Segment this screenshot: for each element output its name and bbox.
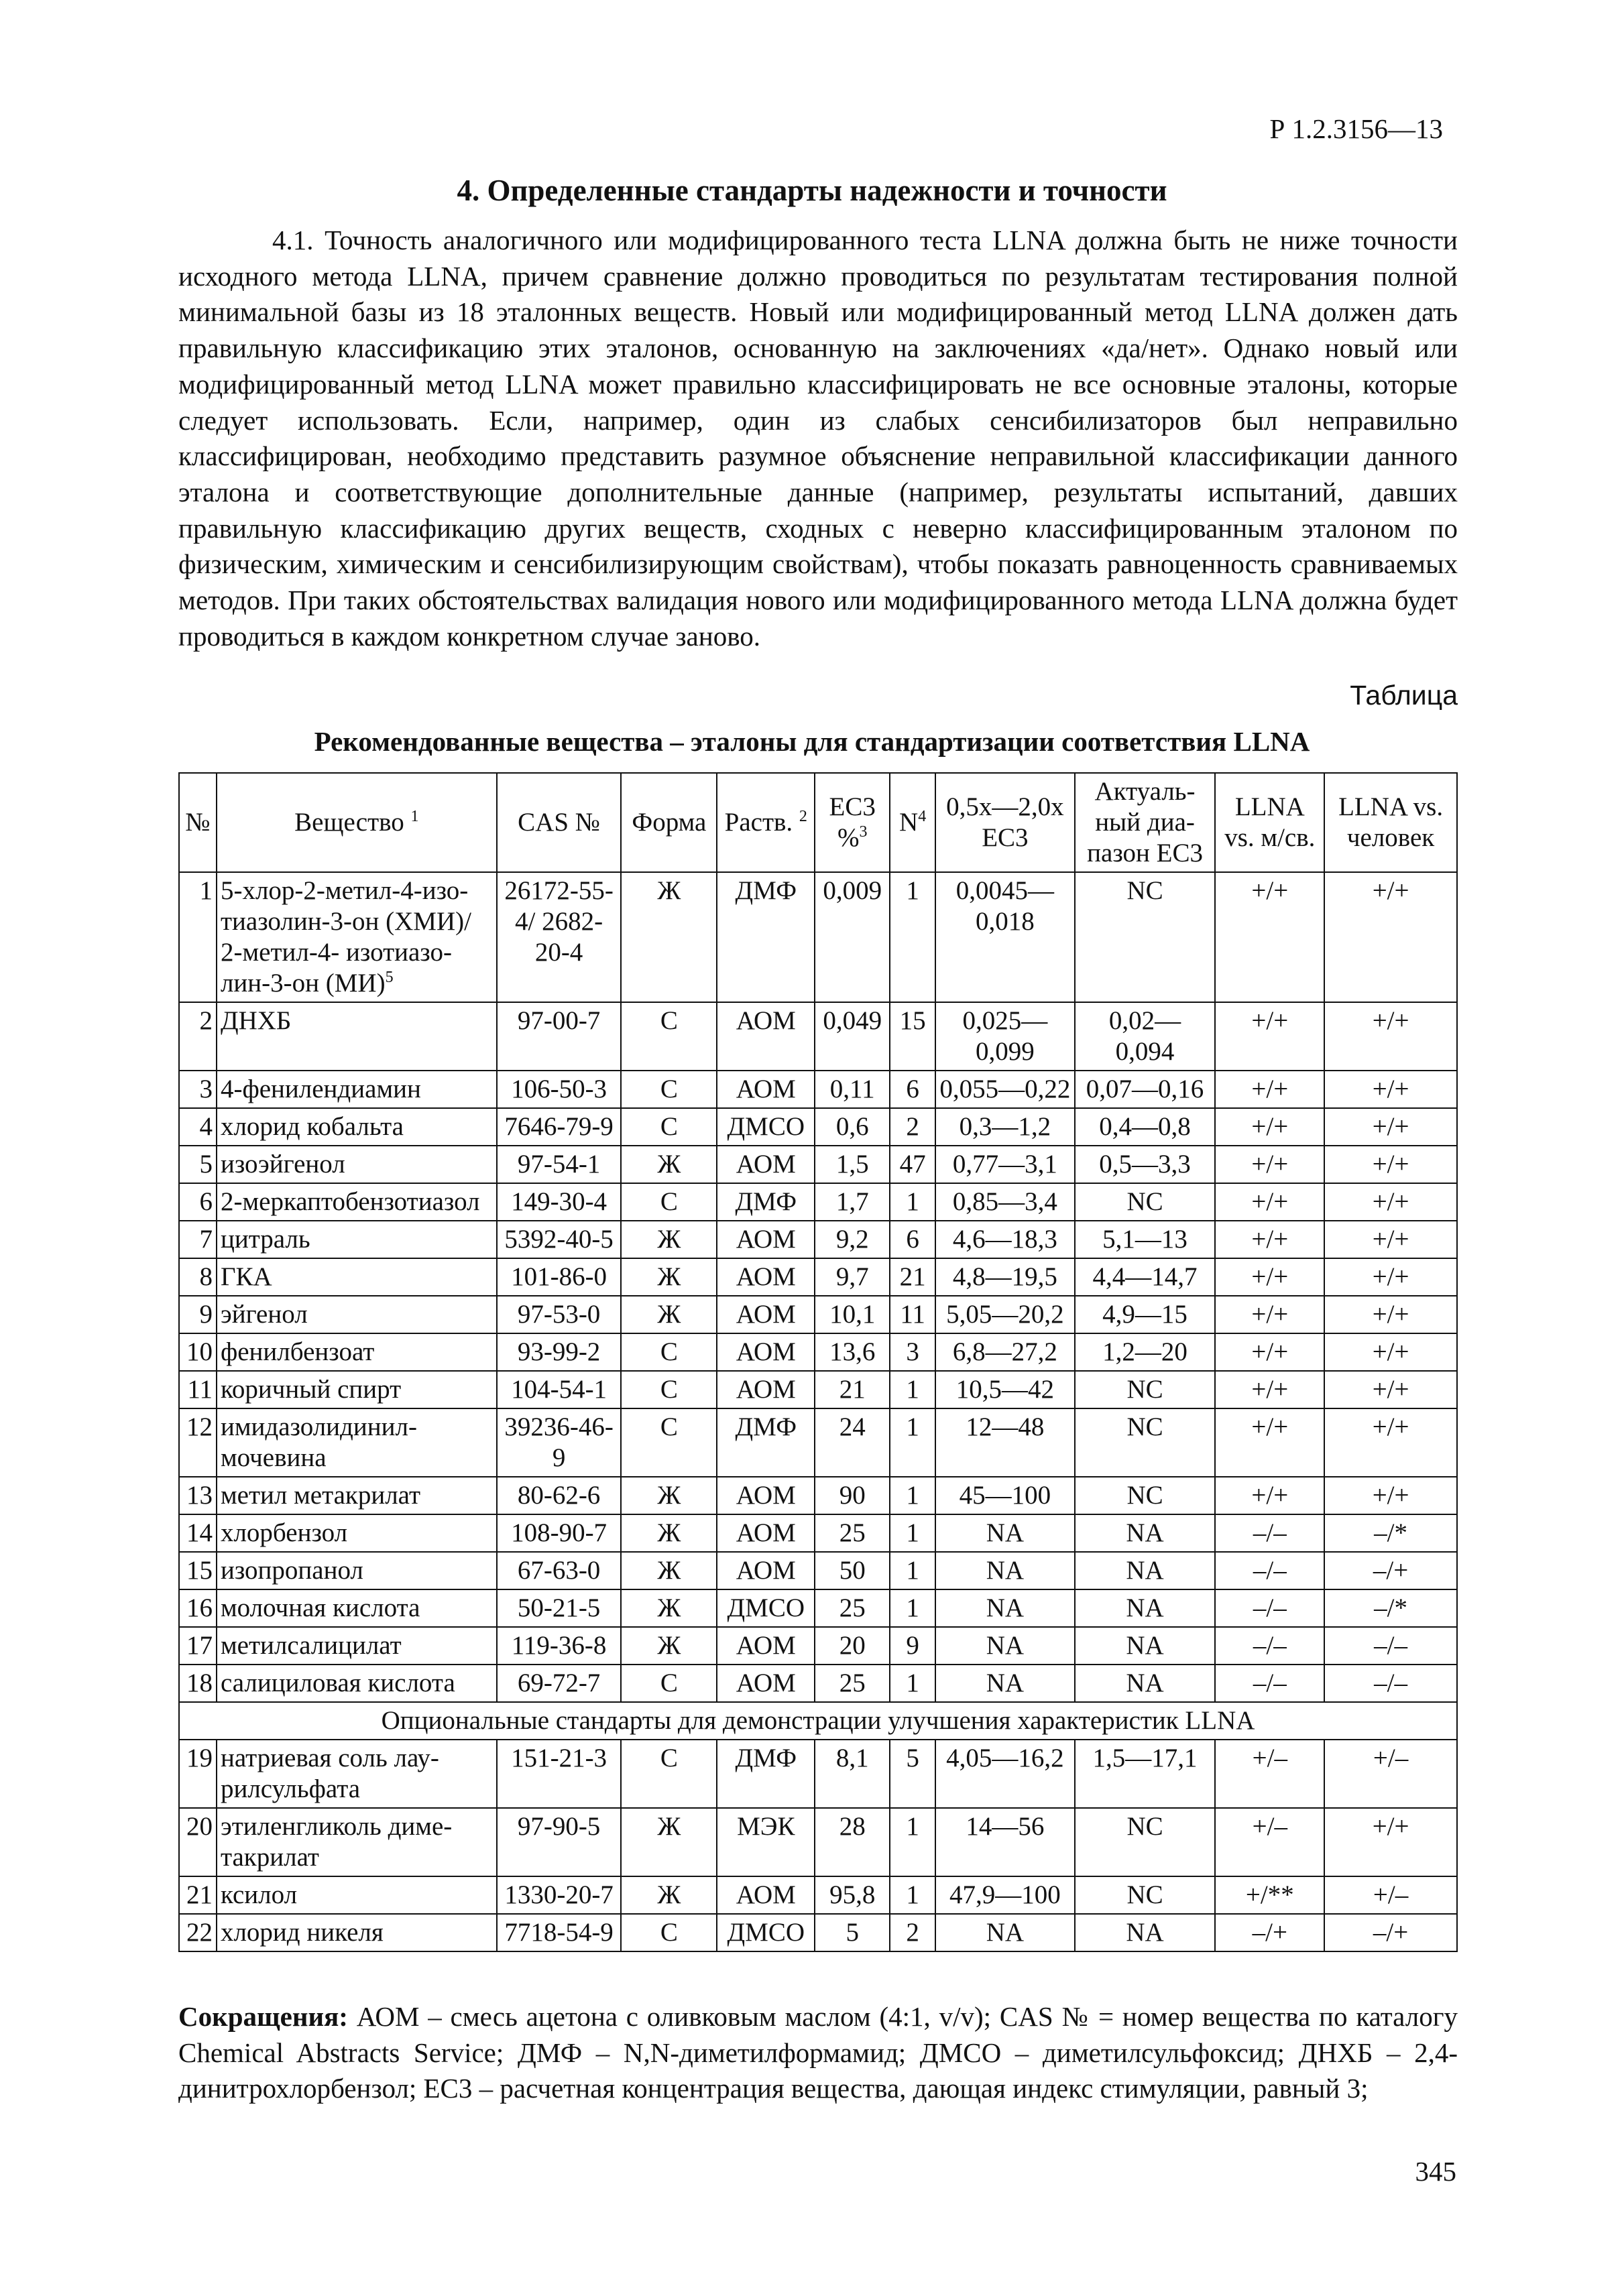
cell-human: +/+ [1324, 1002, 1457, 1071]
table-row [179, 1740, 1457, 1808]
cell-name: этиленгликоль диме-такрилат [217, 1808, 497, 1876]
cell-human: +/+ [1324, 1071, 1457, 1108]
table-row [179, 1371, 1457, 1408]
cell-human: –/* [1324, 1514, 1457, 1552]
cell-human: +/+ [1324, 1183, 1457, 1221]
cell-count: 1 [890, 1514, 935, 1552]
cell-actual: NA [1075, 1665, 1216, 1702]
cell-form: С [621, 1914, 717, 1951]
cell-range: 6,8—27,2 [935, 1333, 1075, 1371]
cell-range: 45—100 [935, 1477, 1075, 1514]
cell-solv: АОМ [717, 1477, 815, 1514]
cell-range: 0,85—3,4 [935, 1183, 1075, 1221]
cell-actual: NC [1075, 1477, 1216, 1514]
cell-ec3: 0,11 [815, 1071, 890, 1108]
cell-solv: АОМ [717, 1296, 815, 1333]
cell-count: 1 [890, 1371, 935, 1408]
cell-form: С [621, 1002, 717, 1071]
table-row [179, 1002, 1457, 1071]
cell-ec3: 90 [815, 1477, 890, 1514]
col-solvent: Раств. $^2$ [717, 773, 815, 872]
cell-cas: 93-99-2 [497, 1333, 622, 1371]
cell-ec3: 5 [815, 1914, 890, 1951]
cell-actual: 4,9—15 [1075, 1296, 1216, 1333]
page-number: 345 [1415, 2156, 1456, 2187]
cell-mouse: +/+ [1215, 1477, 1324, 1514]
cell-name: ДНХБ [217, 1002, 497, 1071]
cell-n: 12 [179, 1408, 217, 1477]
cell-solv: ДМФ [717, 1183, 815, 1221]
cell-n: 10 [179, 1333, 217, 1371]
cell-human: –/+ [1324, 1914, 1457, 1951]
cell-name: молочная кислота [217, 1589, 497, 1627]
optional-section-row [179, 1702, 1457, 1740]
cell-mouse: +/+ [1215, 1071, 1324, 1108]
col-substance: Вещество $^1$ [217, 773, 497, 872]
cell-actual: 0,4—0,8 [1075, 1108, 1216, 1146]
cell-cas: 149-30-4 [497, 1183, 622, 1221]
cell-human: –/– [1324, 1627, 1457, 1665]
table-row [179, 1589, 1457, 1627]
cell-human: +/+ [1324, 1477, 1457, 1514]
cell-range: 4,05—16,2 [935, 1740, 1075, 1808]
cell-ec3: 13,6 [815, 1333, 890, 1371]
table-label: Таблица [1350, 680, 1458, 711]
cell-mouse: +/+ [1215, 1408, 1324, 1477]
cell-mouse: +/+ [1215, 1002, 1324, 1071]
cell-range: 14—56 [935, 1808, 1075, 1876]
cell-solv: АОМ [717, 1371, 815, 1408]
cell-count: 1 [890, 1808, 935, 1876]
cell-solv: ДМСО [717, 1589, 815, 1627]
cell-cas: 80-62-6 [497, 1477, 622, 1514]
cell-solv: АОМ [717, 1258, 815, 1296]
cell-actual: NA [1075, 1589, 1216, 1627]
col-llna-mouse: LLNA vs. м/св. [1215, 773, 1324, 872]
cell-ec3: 28 [815, 1808, 890, 1876]
cell-human: +/+ [1324, 1296, 1457, 1333]
cell-range: NA [935, 1552, 1075, 1589]
cell-mouse: +/+ [1215, 1371, 1324, 1408]
cell-range: 0,0045— 0,018 [935, 872, 1075, 1002]
cell-range: NA [935, 1914, 1075, 1951]
cell-mouse: +/+ [1215, 872, 1324, 1002]
cell-form: Ж [621, 1221, 717, 1258]
cell-n: 7 [179, 1221, 217, 1258]
cell-actual: NC [1075, 1876, 1216, 1914]
cell-cas: 5392-40-5 [497, 1221, 622, 1258]
cell-form: С [621, 1183, 717, 1221]
cell-mouse: +/+ [1215, 1183, 1324, 1221]
cell-cas: 67-63-0 [497, 1552, 622, 1589]
cell-human: +/+ [1324, 1108, 1457, 1146]
table-row [179, 1514, 1457, 1552]
cell-mouse: +/+ [1215, 1221, 1324, 1258]
cell-form: Ж [621, 1477, 717, 1514]
cell-name: натриевая соль лау-рилсульфата [217, 1740, 497, 1808]
cell-mouse: +/+ [1215, 1146, 1324, 1183]
cell-mouse: +/– [1215, 1808, 1324, 1876]
cell-cas: 97-53-0 [497, 1296, 622, 1333]
cell-form: С [621, 1371, 717, 1408]
cell-mouse: +/+ [1215, 1258, 1324, 1296]
cell-range: 10,5—42 [935, 1371, 1075, 1408]
col-range: 0,5x—2,0x EC3 [935, 773, 1075, 872]
cell-n: 13 [179, 1477, 217, 1514]
cell-actual: NC [1075, 1408, 1216, 1477]
cell-mouse: –/+ [1215, 1914, 1324, 1951]
cell-human: +/– [1324, 1876, 1457, 1914]
cell-name: хлорид кобальта [217, 1108, 497, 1146]
cell-ec3: 10,1 [815, 1296, 890, 1333]
cell-cas: 97-90-5 [497, 1808, 622, 1876]
cell-name: метилсалицилат [217, 1627, 497, 1665]
cell-actual: NA [1075, 1914, 1216, 1951]
cell-actual: NC [1075, 1371, 1216, 1408]
cell-ec3: 50 [815, 1552, 890, 1589]
cell-form: Ж [621, 1808, 717, 1876]
cell-human: –/+ [1324, 1552, 1457, 1589]
col-llna-human: LLNA vs. человек [1324, 773, 1457, 872]
cell-actual: 1,5—17,1 [1075, 1740, 1216, 1808]
cell-range: 0,055—0,22 [935, 1071, 1075, 1108]
cell-n: 8 [179, 1258, 217, 1296]
cell-mouse: –/– [1215, 1665, 1324, 1702]
cell-form: С [621, 1108, 717, 1146]
cell-mouse: +/** [1215, 1876, 1324, 1914]
cell-actual: NC [1075, 1808, 1216, 1876]
cell-solv: АОМ [717, 1002, 815, 1071]
cell-n: 18 [179, 1665, 217, 1702]
table-row [179, 1627, 1457, 1665]
cell-range: 12—48 [935, 1408, 1075, 1477]
cell-cas: 104-54-1 [497, 1371, 622, 1408]
cell-mouse: –/– [1215, 1514, 1324, 1552]
cell-count: 2 [890, 1108, 935, 1146]
cell-human: +/+ [1324, 1371, 1457, 1408]
cell-n: 11 [179, 1371, 217, 1408]
cell-solv: ДМСО [717, 1914, 815, 1951]
cell-actual: 0,02— 0,094 [1075, 1002, 1216, 1071]
cell-mouse: +/+ [1215, 1333, 1324, 1371]
cell-n: 5 [179, 1146, 217, 1183]
table-row [179, 1876, 1457, 1914]
cell-cas: 26172-55-4/ 2682-20-4 [497, 872, 622, 1002]
cell-n: 20 [179, 1808, 217, 1876]
cell-actual: 0,5—3,3 [1075, 1146, 1216, 1183]
cell-solv: МЭК [717, 1808, 815, 1876]
cell-human: +/+ [1324, 1333, 1457, 1371]
cell-cas: 69-72-7 [497, 1665, 622, 1702]
cell-range: 0,3—1,2 [935, 1108, 1075, 1146]
reference-substances-table [178, 772, 1458, 1952]
cell-n: 14 [179, 1514, 217, 1552]
cell-name: 2-меркаптобензотиазол [217, 1183, 497, 1221]
cell-solv: АОМ [717, 1514, 815, 1552]
cell-cas: 50-21-5 [497, 1589, 622, 1627]
col-form: Форма [621, 773, 717, 872]
cell-name: хлорбензол [217, 1514, 497, 1552]
cell-solv: ДМФ [717, 872, 815, 1002]
cell-count: 1 [890, 1408, 935, 1477]
cell-ec3: 20 [815, 1627, 890, 1665]
cell-mouse: +/– [1215, 1740, 1324, 1808]
cell-count: 9 [890, 1627, 935, 1665]
cell-human: –/– [1324, 1665, 1457, 1702]
cell-cas: 97-54-1 [497, 1146, 622, 1183]
cell-n: 15 [179, 1552, 217, 1589]
abbreviations-label: Сокращения: [178, 2001, 348, 2032]
cell-form: С [621, 1408, 717, 1477]
cell-n: 2 [179, 1002, 217, 1071]
cell-human: +/– [1324, 1740, 1457, 1808]
cell-mouse: –/– [1215, 1552, 1324, 1589]
cell-actual: NC [1075, 872, 1216, 1002]
cell-n: 22 [179, 1914, 217, 1951]
cell-n: 9 [179, 1296, 217, 1333]
cell-count: 2 [890, 1914, 935, 1951]
cell-cas: 1330-20-7 [497, 1876, 622, 1914]
cell-ec3: 95,8 [815, 1876, 890, 1914]
cell-cas: 39236-46-9 [497, 1408, 622, 1477]
cell-name: коричный спирт [217, 1371, 497, 1408]
cell-n: 19 [179, 1740, 217, 1808]
cell-ec3: 8,1 [815, 1740, 890, 1808]
cell-cas: 101-86-0 [497, 1258, 622, 1296]
cell-name: фенилбензоат [217, 1333, 497, 1371]
cell-solv: ДМФ [717, 1740, 815, 1808]
cell-actual: NA [1075, 1627, 1216, 1665]
cell-n: 21 [179, 1876, 217, 1914]
cell-actual: 4,4—14,7 [1075, 1258, 1216, 1296]
col-n: $N^4$ [890, 773, 935, 872]
cell-name: ксилол [217, 1876, 497, 1914]
table-row [179, 1477, 1457, 1514]
cell-cas: 108-90-7 [497, 1514, 622, 1552]
cell-actual: 5,1—13 [1075, 1221, 1216, 1258]
cell-n: 17 [179, 1627, 217, 1665]
cell-count: 11 [890, 1296, 935, 1333]
cell-ec3: 25 [815, 1665, 890, 1702]
table-row [179, 1552, 1457, 1589]
cell-count: 1 [890, 1183, 935, 1221]
table-row [179, 1914, 1457, 1951]
cell-solv: АОМ [717, 1333, 815, 1371]
cell-ec3: 24 [815, 1408, 890, 1477]
cell-form: С [621, 1071, 717, 1108]
col-cas: CAS № [497, 773, 622, 872]
cell-solv: АОМ [717, 1627, 815, 1665]
cell-count: 5 [890, 1740, 935, 1808]
cell-form: С [621, 1740, 717, 1808]
cell-ec3: 21 [815, 1371, 890, 1408]
cell-form: Ж [621, 1589, 717, 1627]
cell-solv: АОМ [717, 1221, 815, 1258]
cell-ec3: 9,7 [815, 1258, 890, 1296]
cell-range: NA [935, 1589, 1075, 1627]
cell-human: +/+ [1324, 1408, 1457, 1477]
cell-n: 16 [179, 1589, 217, 1627]
cell-cas: 7646-79-9 [497, 1108, 622, 1146]
cell-solv: АОМ [717, 1665, 815, 1702]
cell-name: 4-фенилендиамин [217, 1071, 497, 1108]
cell-count: 21 [890, 1258, 935, 1296]
cell-range: 0,025— 0,099 [935, 1002, 1075, 1071]
doc-code: Р 1.2.3156—13 [1269, 113, 1443, 144]
cell-mouse: +/+ [1215, 1108, 1324, 1146]
cell-solv: АОМ [717, 1552, 815, 1589]
table-row [179, 1408, 1457, 1477]
cell-human: +/+ [1324, 1146, 1457, 1183]
cell-ec3: 9,2 [815, 1221, 890, 1258]
cell-range: 4,8—19,5 [935, 1258, 1075, 1296]
cell-range: 47,9—100 [935, 1876, 1075, 1914]
cell-actual: NA [1075, 1552, 1216, 1589]
table-row [179, 1146, 1457, 1183]
cell-form: Ж [621, 1296, 717, 1333]
table-row [179, 1071, 1457, 1108]
cell-ec3: 25 [815, 1514, 890, 1552]
table-title: Рекомендованные вещества – эталоны для стандартизации соответствия LLNA [314, 726, 1310, 757]
cell-name: эйгенол [217, 1296, 497, 1333]
cell-solv: АОМ [717, 1876, 815, 1914]
section-title: 4. Определенные стандарты надежности и точности [457, 174, 1167, 207]
table-row [179, 1296, 1457, 1333]
cell-form: Ж [621, 1514, 717, 1552]
cell-mouse: –/– [1215, 1589, 1324, 1627]
cell-human: –/* [1324, 1589, 1457, 1627]
cell-mouse: +/+ [1215, 1296, 1324, 1333]
cell-count: 1 [890, 1665, 935, 1702]
cell-mouse: –/– [1215, 1627, 1324, 1665]
cell-name: салициловая кислота [217, 1665, 497, 1702]
col-ec3: EC3 %$^3$ [815, 773, 890, 872]
col-actual-range: Актуаль-ный диа-пазон EC3 [1075, 773, 1216, 872]
optional-rows [179, 1740, 1457, 1951]
paragraph-text: 4.1. Точность аналогичного или модифицированного теста LLNA должна быть не ниже точности исходного метода LLNA, причем сравнение должно проводиться по результатам тестирования полной минимальной базы из 18 эталонных веществ. Новый или модифицированный метод LLNA должен дать правильную классификацию этих эталонов, основанную на заключениях «да/нет». Однако новый или модифицированный метод LLNA может правильно классифицировать не все основные эталоны, которые следует использовать. Если, например, один из слабых сенсибилизаторов был неправильно классифицирован, необходимо представить разумное объяснение неправильной классификации данного эталона и соответствующие дополнительные данные (например, результаты испытаний, давших правильную классификацию других веществ, сходных с неверно классифицированным эталоном по физическим, химическим и сенсибилизирующим свойствам), чтобы показать равноценность сравниваемых методов. При таких обстоятельствах валидация нового или модифицированного метода LLNA должна будет проводиться в каждом конкретном случае заново. [178, 225, 1458, 652]
table-row [179, 1258, 1457, 1296]
cell-count: 15 [890, 1002, 935, 1071]
cell-human: +/+ [1324, 872, 1457, 1002]
cell-count: 1 [890, 1589, 935, 1627]
main-rows [179, 872, 1457, 1702]
cell-ec3: 25 [815, 1589, 890, 1627]
col-num: № [179, 773, 217, 872]
cell-count: 1 [890, 1477, 935, 1514]
cell-count: 1 [890, 872, 935, 1002]
cell-name: метил метакрилат [217, 1477, 497, 1514]
cell-solv: ДМФ [717, 1408, 815, 1477]
cell-count: 3 [890, 1333, 935, 1371]
abbreviations-text: АОМ – смесь ацетона с оливковым маслом (4:1, v/v); CAS № = номер вещества по каталогу Chemical Abstracts Service; ДМФ – N,N-диметилформамид; ДМСО – диметилсульфоксид; ДНХБ – 2,4-динитрохлорбензол; EC3 – расчетная концентрация вещества, дающая индекс стимуляции, равный 3; [178, 2001, 1458, 2104]
cell-n: 3 [179, 1071, 217, 1108]
cell-form: С [621, 1665, 717, 1702]
cell-name: 5-хлор-2-метил-4-изо-тиазолин-3-он (ХМИ)/ 2-метил-4- изотиазо-лин-3-он (МИ)$^5$ [217, 872, 497, 1002]
cell-ec3: 1,5 [815, 1146, 890, 1183]
cell-range: 4,6—18,3 [935, 1221, 1075, 1258]
cell-range: NA [935, 1627, 1075, 1665]
table-header-row [179, 773, 1457, 872]
cell-human: +/+ [1324, 1808, 1457, 1876]
table-row [179, 1665, 1457, 1702]
cell-name: цитраль [217, 1221, 497, 1258]
cell-name: изоэйгенол [217, 1146, 497, 1183]
table-row [179, 1808, 1457, 1876]
cell-solv: АОМ [717, 1146, 815, 1183]
cell-count: 1 [890, 1876, 935, 1914]
cell-form: Ж [621, 1876, 717, 1914]
cell-ec3: 0,049 [815, 1002, 890, 1071]
table-row [179, 1333, 1457, 1371]
cell-name: хлорид никеля [217, 1914, 497, 1951]
cell-form: С [621, 1333, 717, 1371]
cell-form: Ж [621, 1146, 717, 1183]
cell-actual: NC [1075, 1183, 1216, 1221]
cell-n: 1 [179, 872, 217, 1002]
cell-human: +/+ [1324, 1258, 1457, 1296]
cell-form: Ж [621, 1627, 717, 1665]
abbreviations [178, 1999, 1458, 2107]
cell-name: имидазолидинил-мочевина [217, 1408, 497, 1477]
cell-ec3: 0,009 [815, 872, 890, 1002]
cell-count: 47 [890, 1146, 935, 1183]
cell-range: 0,77—3,1 [935, 1146, 1075, 1183]
cell-cas: 97-00-7 [497, 1002, 622, 1071]
cell-form: Ж [621, 872, 717, 1002]
cell-cas: 106-50-3 [497, 1071, 622, 1108]
cell-actual: 1,2—20 [1075, 1333, 1216, 1371]
cell-actual: NA [1075, 1514, 1216, 1552]
cell-name: ГКА [217, 1258, 497, 1296]
cell-ec3: 0,6 [815, 1108, 890, 1146]
cell-range: NA [935, 1514, 1075, 1552]
cell-solv: АОМ [717, 1071, 815, 1108]
cell-form: Ж [621, 1552, 717, 1589]
table-row [179, 1221, 1457, 1258]
cell-form: Ж [621, 1258, 717, 1296]
cell-count: 1 [890, 1552, 935, 1589]
cell-cas: 151-21-3 [497, 1740, 622, 1808]
cell-cas: 119-36-8 [497, 1627, 622, 1665]
cell-range: NA [935, 1665, 1075, 1702]
optional-title: Опциональные стандарты для демонстрации улучшения характеристик LLNA [179, 1702, 1457, 1740]
table-row [179, 1108, 1457, 1146]
cell-human: +/+ [1324, 1221, 1457, 1258]
cell-count: 6 [890, 1221, 935, 1258]
cell-actual: 0,07—0,16 [1075, 1071, 1216, 1108]
body-paragraph [178, 223, 1458, 654]
cell-count: 6 [890, 1071, 935, 1108]
cell-ec3: 1,7 [815, 1183, 890, 1221]
cell-solv: ДМСО [717, 1108, 815, 1146]
cell-n: 4 [179, 1108, 217, 1146]
cell-range: 5,05—20,2 [935, 1296, 1075, 1333]
cell-cas: 7718-54-9 [497, 1914, 622, 1951]
table-row [179, 1183, 1457, 1221]
cell-name: изопропанол [217, 1552, 497, 1589]
table-row [179, 872, 1457, 1002]
cell-n: 6 [179, 1183, 217, 1221]
